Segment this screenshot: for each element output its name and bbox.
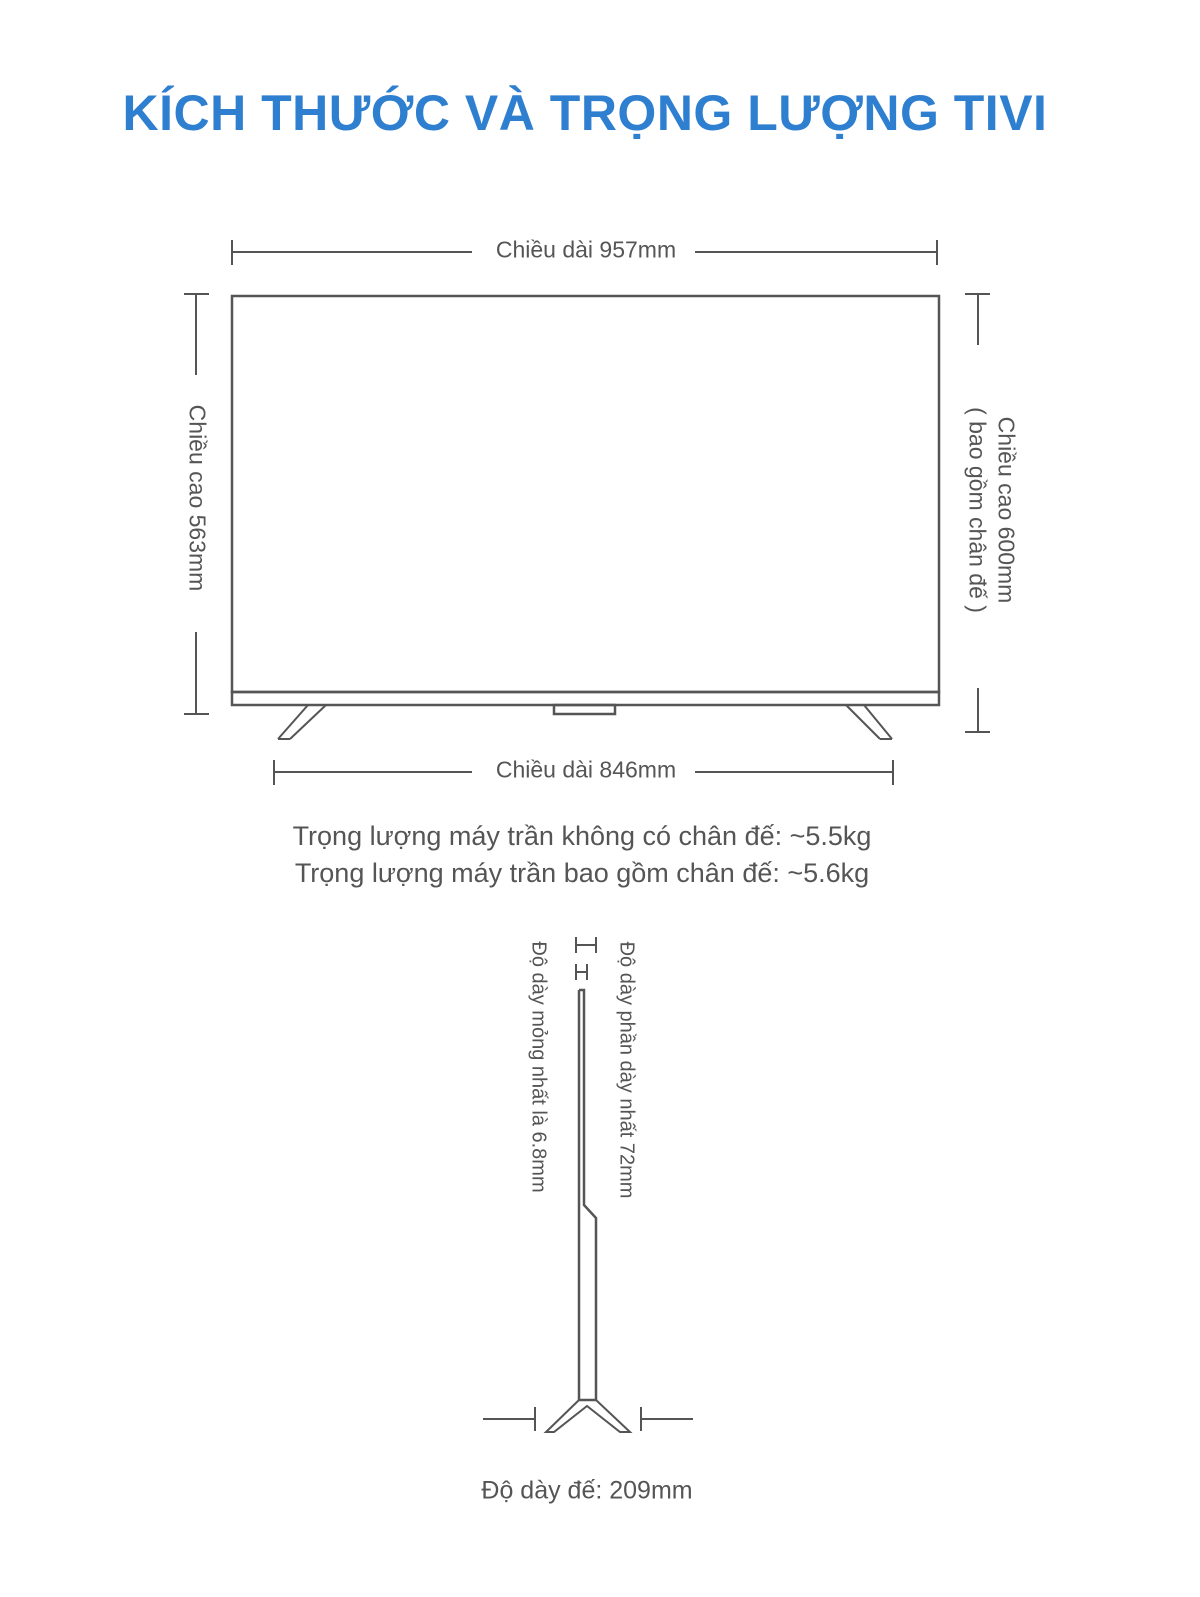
weight-without-stand: Trọng lượng máy trần không có chân đế: ~5.5kg — [292, 821, 872, 851]
thinnest-label: Độ dày mỏng nhất là 6.8mm — [527, 941, 550, 1193]
width-label: Chiều dài 957mm — [495, 236, 677, 263]
left-stand-foot — [278, 705, 326, 739]
side-stand — [546, 1400, 630, 1432]
stand-depth-markers — [483, 1407, 693, 1431]
height-with-stand-note: ( bao gồm chân đế ) — [964, 407, 991, 613]
weight-info — [0, 818, 1164, 892]
height-with-stand-label: Chiều cao 600mm — [993, 416, 1020, 604]
stand-depth-label: Độ dày đế: 209mm — [481, 1476, 693, 1505]
right-stand-foot — [846, 705, 892, 739]
height-label: Chiều cao 563mm — [184, 404, 211, 592]
tv-front-outline — [232, 296, 939, 714]
tv-side-profile — [579, 990, 596, 1400]
thickest-label: Độ dày phần dày nhất 72mm — [615, 941, 638, 1199]
page-title: KÍCH THƯỚC VÀ TRỌNG LƯỢNG TIVI — [122, 85, 1048, 141]
stand-span-label: Chiều dài 846mm — [495, 756, 677, 783]
weight-with-stand: Trọng lượng máy trần bao gồm chân đế: ~5.6kg — [294, 858, 870, 888]
thickness-markers — [576, 937, 596, 980]
